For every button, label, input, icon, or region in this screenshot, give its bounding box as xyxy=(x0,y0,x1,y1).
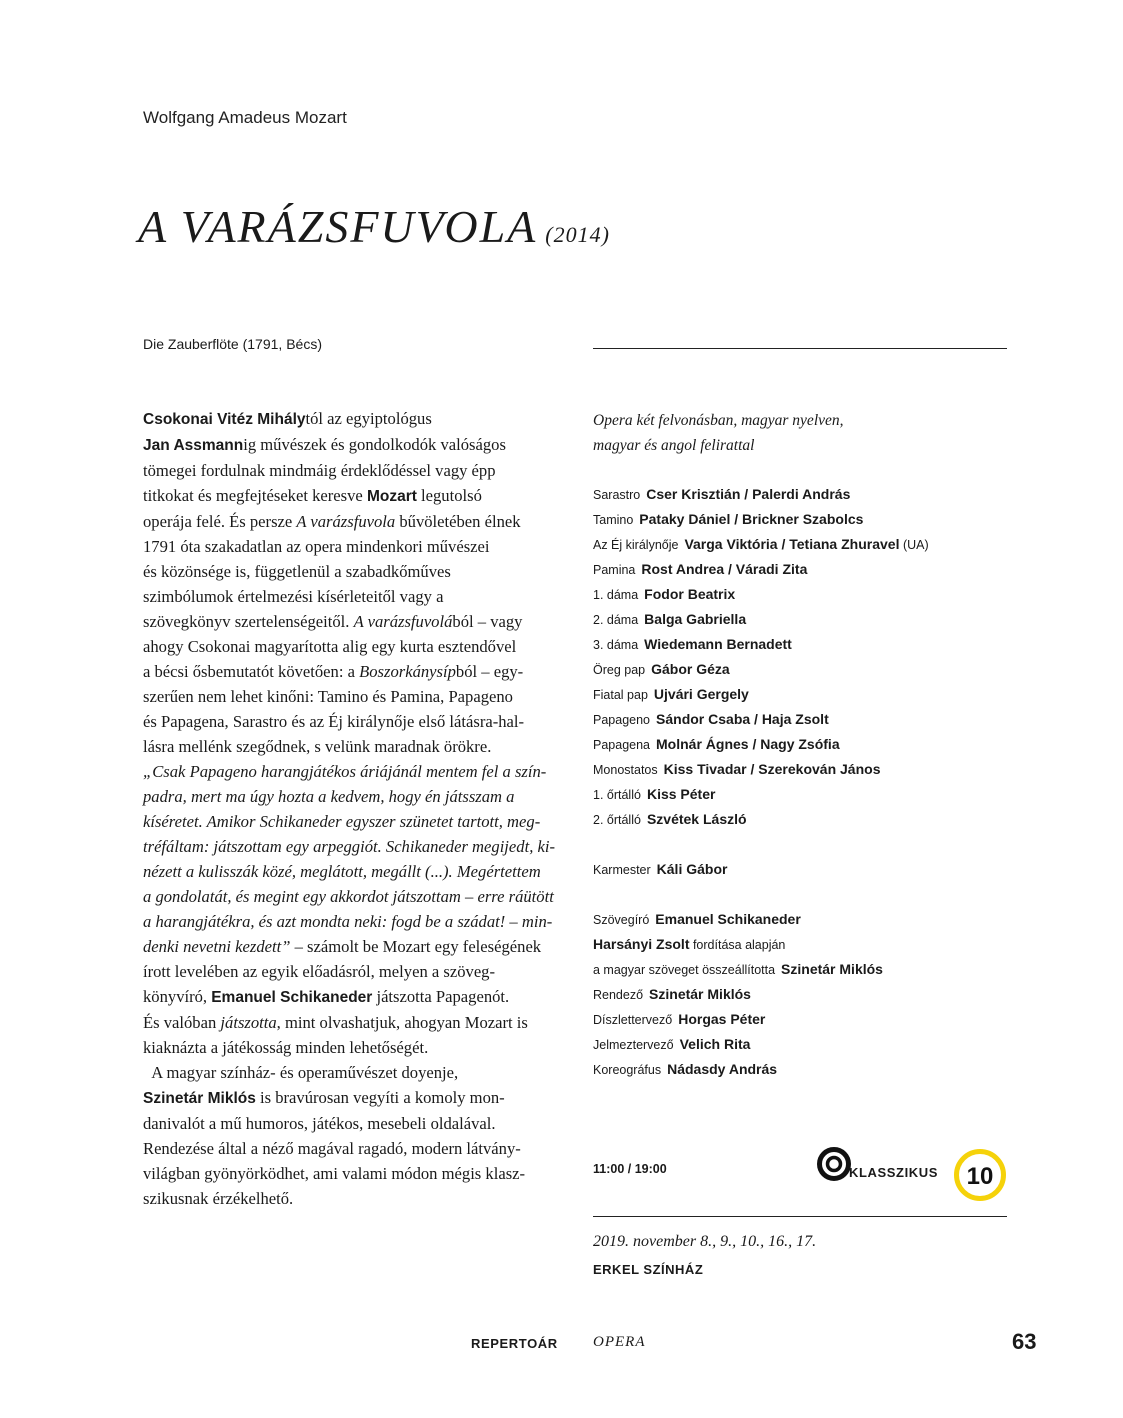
body-italic: a gondolatát, és megint egy akkordot játszottam – erre ráütött xyxy=(143,887,554,906)
cast-name: Gábor Géza xyxy=(651,661,730,677)
cast-name: Harsányi Zsolt xyxy=(593,936,690,952)
body-italic: nézett a kulisszák közé, meglátott, megállt (...). Megértettem xyxy=(143,862,541,881)
cast-role: Öreg pap xyxy=(593,663,646,677)
cast-role: Papageno xyxy=(593,713,651,727)
cast-role: 2. dáma xyxy=(593,613,639,627)
body-italic: padra, mert ma úgy hozta a kedvem, hogy én játsszam a xyxy=(143,787,515,806)
cast-name: Szinetár Miklós xyxy=(649,986,751,1002)
body-text-run: és Papagena, Sarastro és az Éj királynője első látásra-hal- xyxy=(143,712,525,731)
body-text-run: világban gyönyörködhet, ami valami módon mégis klasz- xyxy=(143,1164,526,1183)
cast-name: Horgas Péter xyxy=(678,1011,766,1027)
body-text-run: lásra mellénk szegődnek, s velünk maradnak örökre. xyxy=(143,737,492,756)
cast-name: Molnár Ágnes / Nagy Zsófia xyxy=(656,736,840,752)
body-italic: „Csak Papageno harangjátékos áriájánál mentem fel a szín- xyxy=(143,762,547,781)
body-text-run: és közönsége is, függetlenül a szabadkőműves xyxy=(143,562,451,581)
body-italic: játszotta xyxy=(220,1013,277,1032)
cast-name: Szvétek László xyxy=(646,811,747,827)
age-rating-value: 10 xyxy=(966,1163,994,1190)
cast-row xyxy=(593,632,929,657)
body-name: Jan Assmann xyxy=(143,437,244,454)
body-text-run: szerűen nem lehet kinőni: Tamino és Pamina, Papageno xyxy=(143,687,513,706)
cast-name: Varga Viktória / Tetiana Zhuravel xyxy=(684,536,900,552)
cast-name: Wiedemann Bernadett xyxy=(644,636,792,652)
body-text-run: A magyar színház- és operaművészet doyenje, xyxy=(143,1063,459,1082)
cast-name: Ujvári Gergely xyxy=(653,686,749,702)
body-name: Mozart xyxy=(366,488,417,505)
composer-name: Wolfgang Amadeus Mozart xyxy=(143,108,347,127)
body-text-run: És valóban xyxy=(143,1013,221,1032)
cast-name: Cser Krisztián / Palerdi András xyxy=(646,486,851,502)
cast-name: Rost Andrea / Váradi Zita xyxy=(641,561,808,577)
cast-row xyxy=(593,732,929,757)
cast-row xyxy=(593,657,929,682)
cast-row xyxy=(593,932,929,957)
cast-row xyxy=(593,957,929,982)
cast-row xyxy=(593,1007,929,1032)
cast-name: Pataky Dániel / Brickner Szabolcs xyxy=(639,511,864,527)
cast-row xyxy=(593,607,929,632)
cast-role: Fiatal pap xyxy=(593,688,648,702)
body-text-run: is bravúrosan vegyíti a komoly mon- xyxy=(255,1088,505,1107)
cast-role: Koreográfus xyxy=(593,1063,662,1077)
cast-role: Jelmeztervező xyxy=(593,1038,674,1052)
body-text-run: operája felé. És persze xyxy=(143,512,297,531)
cast-row xyxy=(593,757,929,782)
cast-name: Emanuel Schikaneder xyxy=(655,911,801,927)
body-text-run: játszotta Papagenót. xyxy=(372,987,510,1006)
body-text-run: szimbólumok értelmezési kísérleteitől vagy a xyxy=(143,587,444,606)
cast-role: Szövegíró xyxy=(593,913,650,927)
cast-row xyxy=(593,807,929,832)
body-text-run: a bécsi ősbemutatót követően: a xyxy=(143,662,360,681)
body-italic: A varázsfuvola xyxy=(296,512,396,531)
body-text-run: szövegkönyv szertelenségeitől. xyxy=(143,612,354,631)
cast-role: Díszlettervező xyxy=(593,1013,673,1027)
body-italic: kíséretet. Amikor Schikaneder egyszer szünetet tartott, meg- xyxy=(143,812,541,831)
cast-spacer xyxy=(593,882,929,907)
cast-name: Balga Gabriella xyxy=(644,611,747,627)
cast-spacer xyxy=(593,832,929,857)
body-text-run: legutolsó xyxy=(416,486,482,505)
cast-list xyxy=(593,482,929,1082)
cast-role: Karmester xyxy=(593,863,651,877)
cast-row xyxy=(593,1032,929,1057)
cast-name: Kiss Tivadar / Szerekován János xyxy=(663,761,881,777)
body-name: Szinetár Miklós xyxy=(143,1090,256,1107)
body-text-run: ig művészek és gondolkodók valóságos xyxy=(243,435,506,454)
body-italic: denki nevetni kezdett” xyxy=(143,937,291,956)
cast-role: 1. dáma xyxy=(593,588,639,602)
cast-role: Rendező xyxy=(593,988,644,1002)
show-times: 11:00 / 19:00 xyxy=(593,1162,667,1176)
subtitle-line: Opera két felvonásban, magyar nyelven, xyxy=(593,412,844,429)
cast-name: Szinetár Miklós xyxy=(781,961,883,977)
cast-row xyxy=(593,782,929,807)
footer-category: OPERA xyxy=(593,1334,646,1350)
body-text-run: ból – egy- xyxy=(455,662,524,681)
concentric-circles-icon xyxy=(817,1147,851,1181)
cast-role: Az Éj királynője xyxy=(593,538,679,552)
body-text-run: könyvíró, xyxy=(143,987,212,1006)
body-text-run: írott levelében az egyik előadásról, melyen a szöveg- xyxy=(143,962,496,981)
footer-section: REPERTOÁR xyxy=(471,1336,558,1351)
cast-role: Sarastro xyxy=(593,488,641,502)
cast-row xyxy=(593,857,929,882)
cast-row xyxy=(593,707,929,732)
body-name: Emanuel Schikaneder xyxy=(211,989,373,1006)
body-italic: Boszorkánysíp xyxy=(359,662,456,681)
body-text-run: , mint olvashatjuk, ahogyan Mozart is xyxy=(276,1013,528,1032)
body-text-run: Rendezése által a néző magával ragadó, modern látvány- xyxy=(143,1139,521,1158)
subtitle-line: magyar és angol felirattal xyxy=(593,437,755,454)
body-text-run: szikusnak érzékelhető. xyxy=(143,1189,294,1208)
cast-row xyxy=(593,907,929,932)
bottom-divider xyxy=(593,1216,1007,1217)
title-text: A VARÁZSFUVOLA xyxy=(138,201,538,252)
cast-role: Tamino xyxy=(593,513,634,527)
title-year: (2014) xyxy=(545,222,610,247)
cast-row xyxy=(593,482,929,507)
top-divider xyxy=(593,348,1007,349)
body-text-run: tömegei fordulnak mindmáig érdeklődéssel vagy épp xyxy=(143,461,496,480)
cast-role: 1. őrtálló xyxy=(593,788,641,802)
venue-name: ERKEL SZÍNHÁZ xyxy=(593,1262,704,1277)
body-italic: a harangjátékra, és azt mondta neki: fogd be a szádat! – min- xyxy=(143,912,553,931)
cast-row xyxy=(593,557,929,582)
cast-role: a magyar szöveget összeállította xyxy=(593,963,776,977)
page-number: 63 xyxy=(1012,1329,1037,1354)
cast-note: (UA) xyxy=(899,538,929,552)
cast-name: Velich Rita xyxy=(679,1036,751,1052)
body-text-run: danivalót a mű humoros, játékos, mesebeli oldalával. xyxy=(143,1114,496,1133)
cast-role: Pamina xyxy=(593,563,636,577)
cast-name: Kiss Péter xyxy=(646,786,716,802)
cast-role: Papagena xyxy=(593,738,651,752)
age-rating-badge-icon xyxy=(953,1148,1007,1202)
body-italic: A varázsfuvolá xyxy=(353,612,453,631)
body-text-run: ból – vagy xyxy=(452,612,523,631)
performance-dates: 2019. november 8., 9., 10., 16., 17. xyxy=(593,1233,817,1250)
cast-row xyxy=(593,682,929,707)
cast-role: fordítása alapján xyxy=(689,938,786,952)
cast-role: 2. őrtálló xyxy=(593,813,641,827)
production-subtitle xyxy=(593,408,844,458)
cast-row xyxy=(593,507,929,532)
original-title: Die Zauberflöte (1791, Bécs) xyxy=(143,336,322,352)
cast-row xyxy=(593,982,929,1007)
body-name: Csokonai Vitéz Mihály xyxy=(143,411,306,428)
body-text-run: 1791 óta szakadatlan az opera mindenkori művészei xyxy=(143,537,490,556)
body-paragraph xyxy=(143,1060,555,1211)
cast-name: Nádasdy András xyxy=(667,1061,778,1077)
cast-row xyxy=(593,532,929,557)
body-text-run: kiaknázta a játékosság minden lehetőségét. xyxy=(143,1038,429,1057)
body-text-run: titkokat és megfejtéseket keresve xyxy=(143,486,367,505)
body-text-run: bűvöletében élnek xyxy=(395,512,521,531)
body-italic: tréfáltam: játszottam egy arpeggiót. Schikaneder megijedt, ki- xyxy=(143,837,555,856)
body-text-run: tól az egyiptológus xyxy=(305,409,432,428)
article-body xyxy=(143,406,555,1211)
cast-name: Sándor Csaba / Haja Zsolt xyxy=(656,711,829,727)
cast-name: Fodor Beatrix xyxy=(644,586,736,602)
cast-role: Monostatos xyxy=(593,763,658,777)
cast-row xyxy=(593,582,929,607)
category-label: KLASSZIKUS xyxy=(849,1165,939,1180)
cast-row xyxy=(593,1057,929,1082)
body-text-run: – számolt be Mozart egy feleségének xyxy=(290,937,542,956)
body-paragraph xyxy=(143,406,555,1060)
body-text-run: ahogy Csokonai magyarította alig egy kurta esztendővel xyxy=(143,637,517,656)
cast-role: 3. dáma xyxy=(593,638,639,652)
page-title xyxy=(138,200,610,253)
cast-name: Káli Gábor xyxy=(656,861,728,877)
